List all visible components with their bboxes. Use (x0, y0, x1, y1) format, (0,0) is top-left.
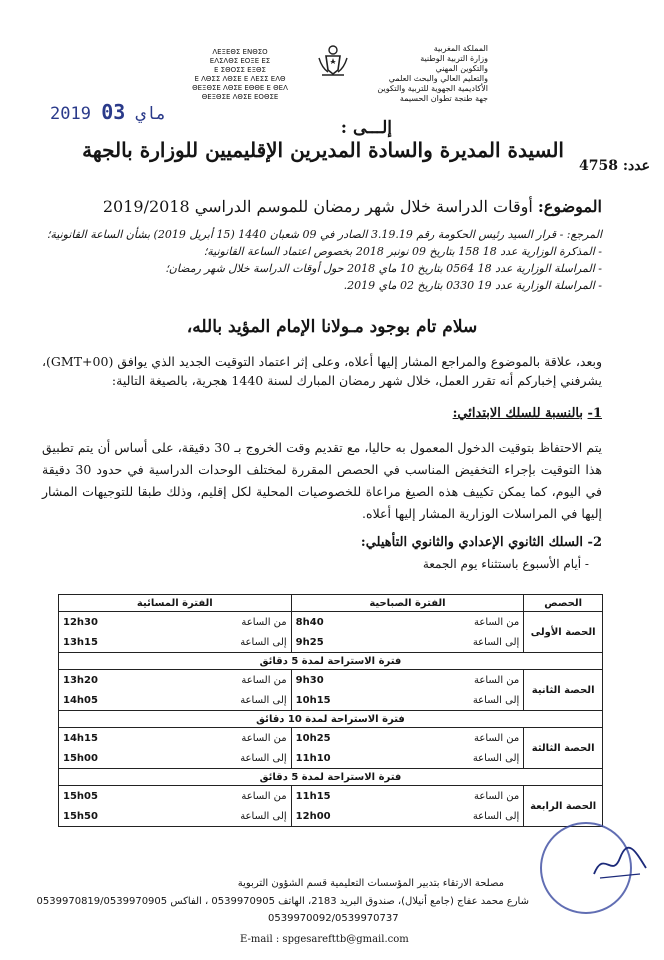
to-label: إلى الساعة (472, 636, 520, 648)
session-name: الحصة الثالثة (524, 728, 603, 769)
time-value: 15h05 (63, 790, 98, 802)
subject-text: أوقات الدراسة خلال شهر رمضان للموسم الدراسي 2019/2018 (102, 197, 533, 216)
header-left-line: Ε ΣΘΟΣΣ ΕΞΘΣ (214, 66, 266, 74)
footer-department: مصلحة الارتقاء بتدبير المؤسسات التعليمية قسم الشؤون التربوية (237, 878, 504, 889)
time-value: 9h30 (295, 674, 324, 686)
subject-label: الموضوع: (537, 197, 602, 216)
header-right-line: المملكة المغربية (433, 44, 488, 53)
from-label: من الساعة (474, 790, 520, 802)
table-row (59, 786, 603, 827)
break-row (59, 769, 603, 786)
header-left-line: ΕΛΣΛΘΣ ΕΟΞΕ ΕΣ (209, 57, 271, 65)
footer-email: E-mail : spgesarefttb@gmail.com (240, 934, 409, 945)
table-row (59, 728, 603, 769)
reference-item: المرجع: - قرار السيد رئيس الحكومة رقم 3.19.19 الصادر في 09 شعبان 1440 (15 أبريل 2019) بشأن الساعة القانونية؛ (46, 228, 602, 241)
from-label: من الساعة (241, 616, 287, 628)
time-value: 13h15 (63, 636, 98, 648)
time-value: 10h25 (295, 732, 331, 744)
signature-icon (590, 844, 650, 884)
reference-number (560, 158, 650, 174)
section-secondary-heading (361, 535, 602, 550)
time-value: 11h10 (295, 752, 331, 764)
ref-number-label: عدد: (622, 158, 650, 174)
section-title: بالنسبة للسلك الابتدائي: (452, 406, 584, 421)
footer-address: شارع محمد عفاج (جامع أنيلال)، صندوق البريد 2183، الهاتف 0539970905 ، الفاكس 0539970819/0539970905 (36, 896, 529, 907)
morning-cell (291, 670, 524, 711)
table-row (59, 670, 603, 711)
break-row (59, 711, 603, 728)
primary-paragraph: يتم الاحتفاظ بتوقيت الدخول المعمول به حاليا، مع تقديم وقت الخروج بـ 30 دقيقة، على أساس أن يتم تطبيق هذا التوقيت بإجراء التخفيض المناسب في الحصص المقررة لمختلف الوحدات الدراسية في حدود 30 دقيقة في اليوم، كما يمكن تكييف هذه الصيغ مراعاة للخصوصيات المحلية لكل إقليم، وذلك طبقا للتوجيهات المشار إليها في المراسلات الوزارية المشار إليها أعلاه. (42, 440, 603, 521)
to-label: إلى الساعة (472, 752, 520, 764)
break-label: فترة الاستراحة لمدة 10 دقائق (59, 711, 603, 728)
time-value: 11h15 (295, 790, 331, 802)
break-label: فترة الاستراحة لمدة 5 دقائق (59, 653, 603, 670)
to-label: إلى الساعة (240, 636, 287, 648)
header-arabic-block (370, 44, 488, 104)
break-row (59, 653, 603, 670)
footer-phones: 0539970092/0539970737 (268, 913, 399, 924)
from-label: من الساعة (241, 732, 287, 744)
reference-item: - المراسلة الوزارية عدد 19 0330 بتاريخ 02 ماي 2019. (343, 279, 602, 292)
from-label: من الساعة (241, 674, 287, 686)
time-value: 10h15 (295, 694, 331, 706)
header-left-line: ΘΕΞΘΣΕ ΛΘΣΕ ΕΟΘΣΕ (201, 93, 279, 101)
time-value: 15h50 (63, 810, 98, 822)
time-value: 13h20 (63, 674, 98, 686)
header-left-line: Ε ΛΘΣΣ ΛΘΣΕ Ε ΛΕΣΣ ΕΛΘ (194, 75, 286, 83)
date-stamp (50, 100, 166, 124)
header-right-line: والتكوين المهني (435, 64, 488, 73)
morning-cell (291, 786, 524, 827)
ref-number-value: 4758 (579, 158, 619, 174)
to-label: إلى الساعة (240, 694, 287, 706)
stamp-year: 2019 (50, 104, 91, 124)
schedule-table (58, 594, 603, 827)
salutation: سلام تام بوجود مـولانا الإمام المؤيد بالله، (186, 317, 478, 337)
afternoon-cell (59, 786, 292, 827)
time-value: 15h00 (63, 752, 98, 764)
stamp-day: 03 (101, 100, 126, 124)
to-label: إلـــى : (340, 118, 392, 138)
to-label: إلى الساعة (472, 694, 520, 706)
table-row (59, 612, 603, 653)
stamp-month: ماي (135, 104, 167, 124)
section-primary-heading (453, 406, 602, 421)
header-right-line: وزارة التربية الوطنية (420, 54, 488, 63)
session-name: الحصة الأولى (524, 612, 603, 653)
header-afternoon: الفترة المسائية (59, 595, 292, 612)
section-title: السلك الثانوي الإعدادي والثانوي التأهيلي: (360, 535, 584, 550)
time-value: 14h05 (63, 694, 98, 706)
afternoon-cell (59, 612, 292, 653)
header-sessions: الحصص (524, 595, 603, 612)
morning-cell (291, 728, 524, 769)
header-right-line: والتعليم العالي والبحث العلمي (388, 74, 488, 83)
morning-cell (291, 612, 524, 653)
table-header-row (59, 595, 603, 612)
subject (103, 197, 602, 216)
from-label: من الساعة (241, 790, 287, 802)
reference-item: - المراسلة الوزارية عدد 18 0564 بتاريخ 10 ماي 2018 حول أوقات الدراسة خلال شهر رمضان؛ (165, 262, 602, 275)
to-label: إلى الساعة (240, 810, 287, 822)
afternoon-cell (59, 728, 292, 769)
to-label: إلى الساعة (240, 752, 287, 764)
break-label: فترة الاستراحة لمدة 5 دقائق (59, 769, 603, 786)
references (42, 226, 602, 294)
from-label: من الساعة (474, 616, 520, 628)
section-number: 2- (587, 535, 602, 550)
header-left-line: ΛΕΞΕΘΣ ΕΝΘΣΟ (212, 48, 268, 56)
weekdays-note: - أيام الأسبوع باستثناء يوم الجمعة (422, 557, 589, 571)
header-morning: الفترة الصباحية (291, 595, 524, 612)
intro-paragraph: وبعد، علاقة بالموضوع والمراجع المشار إليها أعلاه، وعلى إثر اعتماد التوقيت الجديد الذي يوافق (GMT+00)، يشرفني إخباركم أنه تقرر العمل، خلال شهر رمضان المبارك لسنة 1440 هجرية، بالصيغة التالية: (42, 354, 602, 388)
session-name: الحصة الثانية (524, 670, 603, 711)
kingdom-emblem-icon (316, 44, 350, 78)
header-latin-block (170, 48, 310, 102)
time-value: 14h15 (63, 732, 98, 744)
from-label: من الساعة (474, 674, 520, 686)
time-value: 8h40 (295, 616, 324, 628)
from-label: من الساعة (474, 732, 520, 744)
header-right-line: جهة طنجة تطوان الحسيمة (399, 94, 488, 103)
section-number: 1- (587, 406, 602, 421)
to-label: إلى الساعة (472, 810, 520, 822)
recipient: السيدة المديرة والسادة المديرين الإقليميين للوزارة بالجهة (82, 138, 564, 162)
afternoon-cell (59, 670, 292, 711)
time-value: 9h25 (295, 636, 324, 648)
header-right-line: الأكاديمية الجهوية للتربية والتكوين (377, 84, 488, 93)
header-left-line: ΘΕΞΘΣΕ ΛΘΣΕ ΕΘΘΕ Ε ΘΕΛ (192, 84, 288, 92)
time-value: 12h30 (63, 616, 98, 628)
time-value: 12h00 (295, 810, 331, 822)
reference-item: - المذكرة الوزارية عدد 18 158 بتاريخ 09 نونبر 2018 بخصوص اعتماد الساعة القانونية؛ (203, 245, 602, 258)
session-name: الحصة الرابعة (524, 786, 603, 827)
